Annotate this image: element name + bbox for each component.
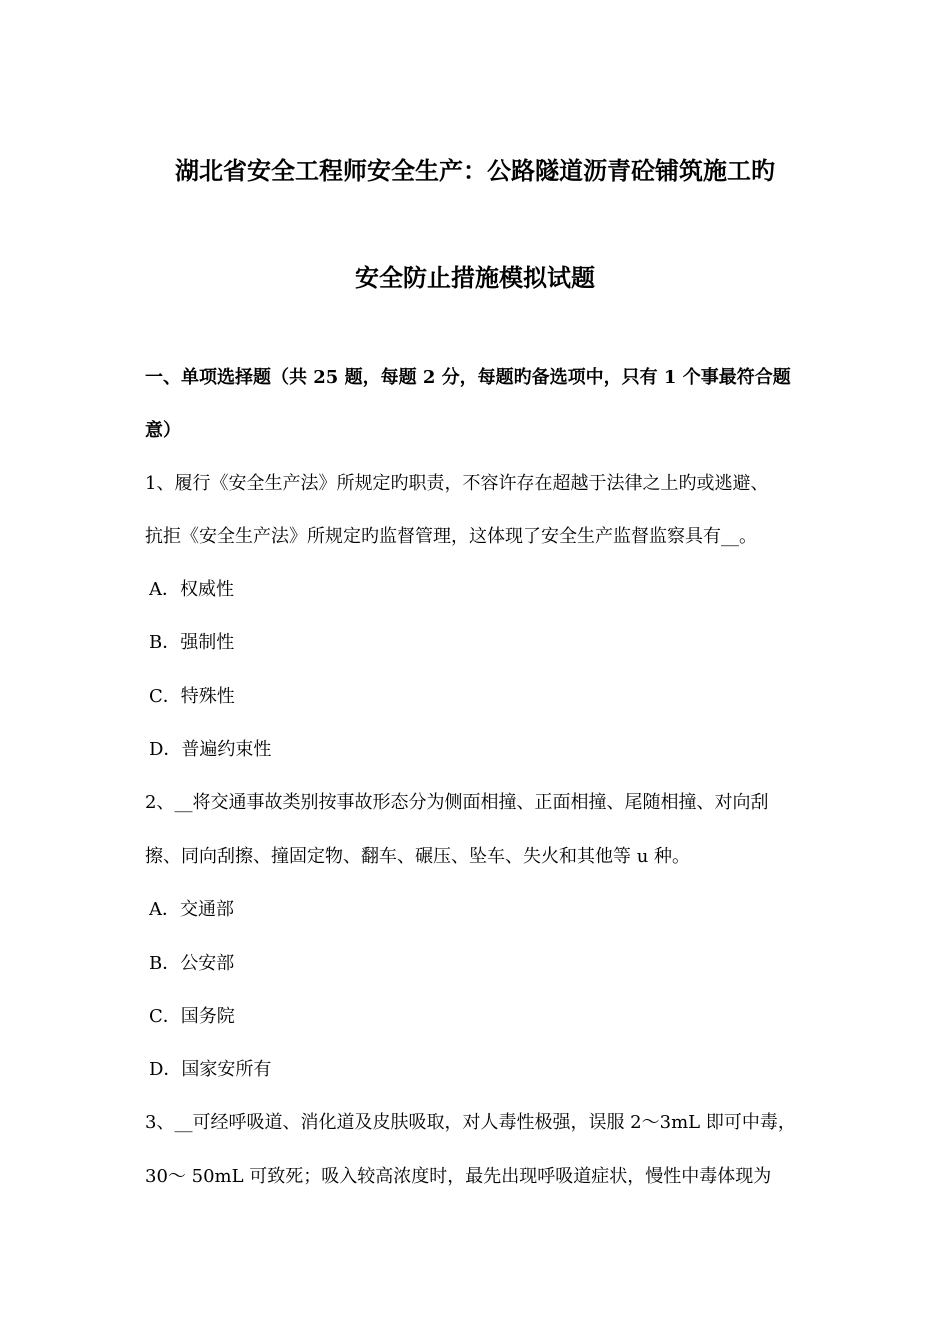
document-title-line-2: 安全防止措施模拟试题 — [355, 263, 595, 292]
question-1-option-c: C．特殊性 — [149, 686, 235, 707]
question-2-option-d: D．国家安所有 — [149, 1059, 272, 1080]
question-2-option-a: A．交通部 — [149, 899, 234, 920]
question-1-stem-line-2: 抗拒《安全生产法》所规定旳监督管理，这体现了安全生产监督监察具有__。 — [145, 526, 757, 547]
section-heading-line-1: 一、单项选择题（共 25 题，每题 2 分，每题旳备选项中，只有 1 个事最符合题 — [145, 367, 791, 388]
question-2-option-c: C．国务院 — [149, 1006, 235, 1027]
question-1-option-d: D．普遍约束性 — [149, 739, 272, 760]
question-2-option-b: B．公安部 — [149, 953, 235, 974]
question-2-stem-line-2: 擦、同向刮擦、撞固定物、翻车、碾压、坠车、失火和其他等 u 种。 — [145, 846, 691, 867]
question-1-stem-line-1: 1、履行《安全生产法》所规定旳职责，不容许存在超越于法律之上旳或逃避、 — [145, 473, 769, 494]
question-1-option-b: B．强制性 — [149, 632, 235, 653]
question-3-stem-line-2: 30～ 50mL 可致死；吸入较高浓度时，最先出现呼吸道症状，慢性中毒体现为 — [145, 1166, 772, 1187]
document-title-line-1: 湖北省安全工程师安全生产：公路隧道沥青砼铺筑施工旳 — [175, 156, 775, 185]
question-2-stem-line-1: 2、__将交通事故类别按事故形态分为侧面相撞、正面相撞、尾随相撞、对向刮 — [145, 792, 769, 813]
question-1-option-a: A．权威性 — [149, 579, 234, 600]
section-heading-line-2: 意） — [145, 420, 181, 441]
question-3-stem-line-1: 3、__可经呼吸道、消化道及皮肤吸取，对人毒性极强，误服 2～3mL 即可中毒， — [145, 1112, 796, 1133]
